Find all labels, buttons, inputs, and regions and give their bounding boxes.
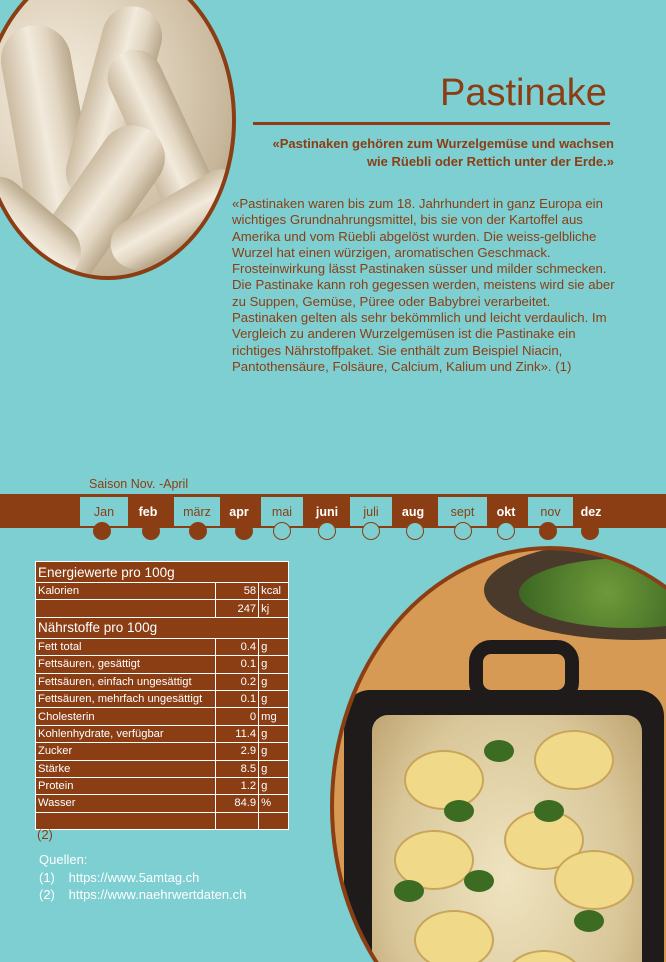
herb: [484, 740, 514, 762]
table-row: [36, 795, 289, 812]
energy-heading: Energiewerte pro 100g: [36, 562, 289, 583]
source-item: [39, 870, 199, 885]
nutrient-label: Kohlenhydrate, verfügbar: [36, 725, 216, 742]
month-juli: juli: [350, 497, 392, 526]
intro-paragraph: «Pastinaken waren bis zum 18. Jahrhundert in ganz Europa ein wichtiges Grundnahrungsmittel, bis sie von der Kartoffel aus Amerika und vom Rüebli abgelöst wurden. Die weiss-gelbliche Wurzel hat einen würzigen, aromatischen Geschmack. Frosteinwirkung lässt Pastinaken süsser und milder schmecken.: [232, 196, 607, 277]
page-title: Pastinake: [440, 72, 607, 114]
herb: [464, 870, 494, 892]
source-item: [39, 887, 246, 902]
nutrition-table: [35, 561, 289, 830]
nutrient-value: 0.1: [215, 690, 258, 707]
empty-cell: [259, 812, 289, 829]
nutrient-unit: g: [259, 656, 289, 673]
month-maerz: märz: [174, 497, 220, 526]
nutrient-unit: %: [259, 795, 289, 812]
nutrients-heading: Nährstoffe pro 100g: [36, 617, 289, 638]
month-sept: sept: [438, 497, 487, 526]
gratin-photo: [330, 546, 666, 962]
season-dot: [318, 522, 336, 540]
nutrient-label: Fettsäuren, gesättigt: [36, 656, 216, 673]
nutrient-label: Protein: [36, 777, 216, 794]
season-dot: [273, 522, 291, 540]
table-row: [36, 656, 289, 673]
herb: [534, 800, 564, 822]
herb: [394, 880, 424, 902]
table-row: [36, 708, 289, 725]
nutrient-unit: mg: [259, 708, 289, 725]
season-label: Saison Nov. -April: [89, 477, 189, 491]
nutrient-value: 0.1: [215, 656, 258, 673]
nutrient-unit: g: [259, 743, 289, 760]
season-dot: [406, 522, 424, 540]
nutrient-unit: kj: [259, 600, 289, 617]
month-aug: aug: [401, 504, 425, 519]
table-footnote: (2): [37, 827, 53, 842]
season-dot: [93, 522, 111, 540]
empty-cell: [215, 812, 258, 829]
month-apr: apr: [229, 504, 249, 519]
nutrient-value: 8.5: [215, 760, 258, 777]
month-okt: okt: [496, 504, 516, 519]
season-dot: [142, 522, 160, 540]
intro-paragraph: Die Pastinake kann roh gegessen werden, meistens wird sie aber zu Suppen, Gemüse, Püree oder Babybrei verarbeitet. Pastinaken gelten als sehr bekömmlich und leicht verdaulich. Im Vergleich zu anderen Wurzelgemüsen ist die Pastinake ein richtiges Nährstoffpaket. Sie enthält zum Beispiel Niacin, Pantothensäure, Folsäure, Calcium, Kalium und Zink». (1): [232, 277, 615, 374]
nutrient-label: Stärke: [36, 760, 216, 777]
empty-cell: [36, 812, 216, 829]
nutrient-unit: g: [259, 725, 289, 742]
nutrient-value: 84.9: [215, 795, 258, 812]
nutrient-unit: g: [259, 673, 289, 690]
nutrient-value: 0: [215, 708, 258, 725]
nutrient-unit: g: [259, 760, 289, 777]
table-row-empty: [36, 812, 289, 829]
nutrient-label: Fettsäuren, einfach ungesättigt: [36, 673, 216, 690]
nutrient-label: Zucker: [36, 743, 216, 760]
nutrient-label: Wasser: [36, 795, 216, 812]
table-row: [36, 760, 289, 777]
table-row: [36, 743, 289, 760]
table-row: [36, 638, 289, 655]
season-dot: [362, 522, 380, 540]
month-juni: juni: [315, 504, 339, 519]
nutrient-label: Kalorien: [36, 583, 216, 600]
table-row: [36, 673, 289, 690]
month-feb: feb: [138, 504, 158, 519]
table-row: [36, 690, 289, 707]
table-row: [36, 777, 289, 794]
intro-text: [232, 196, 618, 375]
nutrient-value: 1.2: [215, 777, 258, 794]
nutrient-label: Cholesterin: [36, 708, 216, 725]
nutrients-heading-row: [36, 617, 289, 638]
parsnip-slice: [414, 910, 494, 962]
parsnip-slice: [404, 750, 484, 810]
nutrient-label: Fett total: [36, 638, 216, 655]
season-dot: [189, 522, 207, 540]
table-row: [36, 600, 289, 617]
month-jan: Jan: [80, 497, 128, 526]
parsnip-slice: [534, 730, 614, 790]
nutrient-value: 11.4: [215, 725, 258, 742]
season-dot: [581, 522, 599, 540]
source-number: (2): [39, 887, 55, 902]
intro-quote: «Pastinaken gehören zum Wurzelgemüse und wachsen wie Rüebli oder Rettich unter der Erde.»: [272, 136, 614, 169]
nutrient-label: Fettsäuren, mehrfach ungesättigt: [36, 690, 216, 707]
table-row: [36, 725, 289, 742]
nutrient-unit: g: [259, 638, 289, 655]
season-dot: [539, 522, 557, 540]
table-row: [36, 583, 289, 600]
month-mai: mai: [261, 497, 303, 526]
parsnip-slice: [554, 850, 634, 910]
nutrient-label: [36, 600, 216, 617]
season-dot: [454, 522, 472, 540]
nutrient-unit: kcal: [259, 583, 289, 600]
herb: [444, 800, 474, 822]
nutrient-value: 0.4: [215, 638, 258, 655]
title-divider: [253, 122, 610, 125]
source-number: (1): [39, 870, 55, 885]
season-dot: [497, 522, 515, 540]
nutrient-value: 247: [215, 600, 258, 617]
nutrient-value: 58: [215, 583, 258, 600]
nutrient-value: 2.9: [215, 743, 258, 760]
parsnip-photo: [0, 0, 236, 280]
nutrient-value: 0.2: [215, 673, 258, 690]
energy-heading-row: [36, 562, 289, 583]
nutrient-unit: g: [259, 777, 289, 794]
nutrient-unit: g: [259, 690, 289, 707]
source-link[interactable]: https://www.naehrwertdaten.ch: [68, 887, 247, 902]
month-nov: nov: [528, 497, 573, 526]
season-dot: [235, 522, 253, 540]
sources-title: Quellen:: [39, 852, 88, 867]
source-link[interactable]: https://www.5amtag.ch: [68, 870, 200, 885]
herb: [574, 910, 604, 932]
month-dez: dez: [580, 504, 602, 519]
